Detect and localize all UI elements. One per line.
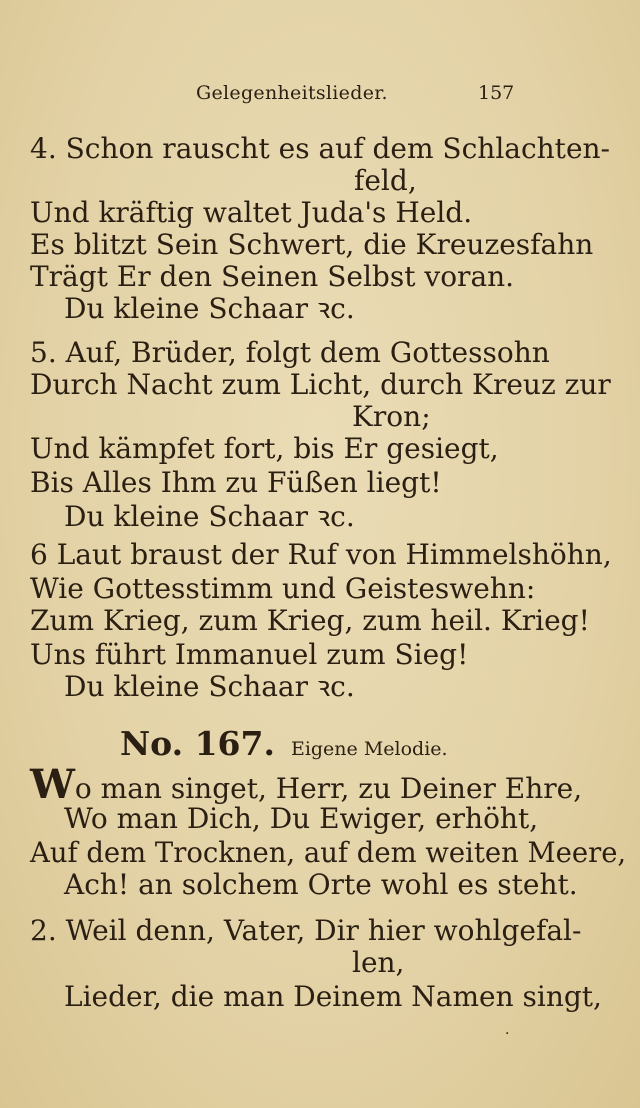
page-header (0, 82, 640, 112)
hymn167-verse1-line1 (30, 761, 583, 808)
verse6-refrain: Du kleine Schaar ꝛc. (64, 670, 355, 703)
verse6-line1: 6 Laut braust der Ruf von Himmelshöhn, (30, 538, 612, 571)
hymn167-verse2-line2: Lieder, die man Deinem Namen singt, (64, 980, 602, 1013)
hymn167-verse1-line4: Ach! an solchem Orte wohl es steht. (64, 868, 578, 901)
verse4-line1-continuation: feld, (354, 164, 417, 197)
hymn-number: No. 167. (120, 724, 275, 763)
page-number: 157 (478, 82, 515, 104)
verse4-line2: Und kräftig waltet Juda's Held. (30, 196, 473, 229)
running-head: Gelegenheitslieder. (196, 82, 388, 104)
drop-cap: W (30, 761, 75, 808)
melody-note: Eigene Melodie. (290, 738, 448, 760)
verse4-line1: 4. Schon rauscht es auf dem Schlachten- (30, 132, 611, 165)
hymn167-verse1-line3: Auf dem Trocknen, auf dem weiten Meere, (30, 836, 627, 869)
hymn167-verse2-line1-continuation: len, (352, 946, 405, 979)
verse5-line2: Durch Nacht zum Licht, durch Kreuz zur (30, 368, 611, 401)
verse5-line4: Bis Alles Ihm zu Füßen liegt! (30, 466, 442, 499)
verse5-line2-continuation: Kron; (352, 400, 431, 433)
verse4-line4: Trägt Er den Seinen Selbst voran. (30, 260, 515, 293)
verse6-line2: Wie Gottesstimm und Geisteswehn: (30, 572, 536, 605)
verse5-line1: 5. Auf, Brüder, folgt dem Gottessohn (30, 336, 550, 369)
hymn-heading (120, 724, 448, 763)
verse5-line3: Und kämpfet fort, bis Er gesiegt, (30, 432, 499, 465)
verse6-line4: Uns führt Immanuel zum Sieg! (30, 638, 469, 671)
hymn167-verse1-line1-text: o man singet, Herr, zu Deiner Ehre, (74, 772, 583, 805)
verse4-refrain: Du kleine Schaar ꝛc. (64, 292, 355, 325)
hymn167-verse2-line1: 2. Weil denn, Vater, Dir hier wohlgefal- (30, 914, 582, 947)
verse5-refrain: Du kleine Schaar ꝛc. (64, 500, 355, 533)
verse6-line3: Zum Krieg, zum Krieg, zum heil. Krieg! (30, 604, 590, 637)
verse4-line3: Es blitzt Sein Schwert, die Kreuzesfahn (30, 228, 594, 261)
stray-mark: · (505, 1026, 510, 1042)
hymn167-verse1-line2: Wo man Dich, Du Ewiger, erhöht, (64, 802, 539, 835)
